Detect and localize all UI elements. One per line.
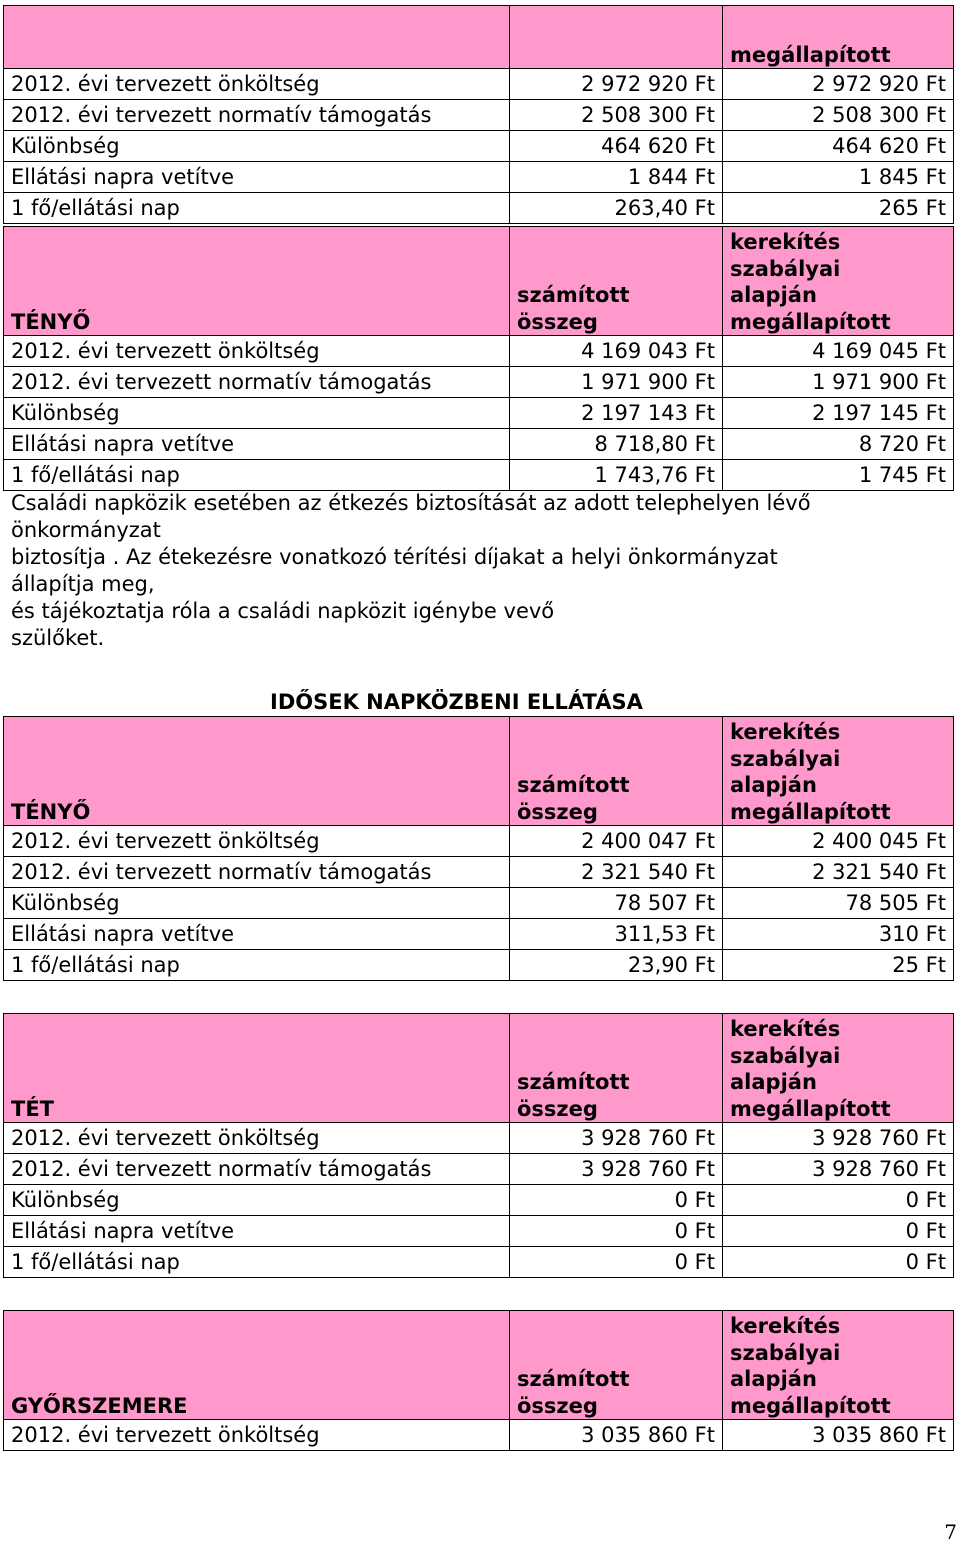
calculated-value: 2 972 920 Ft bbox=[510, 69, 723, 100]
row-label: 1 fő/ellátási nap bbox=[4, 950, 510, 981]
table-row bbox=[4, 100, 954, 131]
calculated-value: 0 Ft bbox=[510, 1216, 723, 1247]
calculated-header bbox=[510, 6, 723, 69]
table-row bbox=[4, 367, 954, 398]
table-row bbox=[4, 919, 954, 950]
table-row bbox=[4, 1247, 954, 1278]
calculated-value: 1 971 900 Ft bbox=[510, 367, 723, 398]
rounded-value: 8 720 Ft bbox=[723, 429, 954, 460]
row-label: 1 fő/ellátási nap bbox=[4, 1247, 510, 1278]
cost-table-elderly-tenyo bbox=[3, 716, 954, 981]
table-row bbox=[4, 826, 954, 857]
calculated-value: 1 743,76 Ft bbox=[510, 460, 723, 491]
table-row bbox=[4, 336, 954, 367]
calculated-value: 3 928 760 Ft bbox=[510, 1123, 723, 1154]
table-header-row bbox=[4, 1014, 954, 1123]
rounded-value: 2 508 300 Ft bbox=[723, 100, 954, 131]
row-label: 2012. évi tervezett normatív támogatás bbox=[4, 1154, 510, 1185]
calculated-value: 2 400 047 Ft bbox=[510, 826, 723, 857]
rounded-header: kerekítés szabályai alapján megállapított bbox=[723, 1014, 954, 1123]
table-row bbox=[4, 1154, 954, 1185]
calculated-value: 8 718,80 Ft bbox=[510, 429, 723, 460]
table-header-row bbox=[4, 1311, 954, 1420]
table-row bbox=[4, 888, 954, 919]
rounded-value: 0 Ft bbox=[723, 1247, 954, 1278]
rounded-header: kerekítés szabályai alapján megállapított bbox=[723, 1311, 954, 1420]
rounded-value: 0 Ft bbox=[723, 1216, 954, 1247]
table-row bbox=[4, 1123, 954, 1154]
row-label: 2012. évi tervezett önköltség bbox=[4, 1123, 510, 1154]
row-label: 2012. évi tervezett normatív támogatás bbox=[4, 367, 510, 398]
page-number: 7 bbox=[944, 1520, 957, 1544]
calculated-value: 311,53 Ft bbox=[510, 919, 723, 950]
row-label: 2012. évi tervezett normatív támogatás bbox=[4, 857, 510, 888]
rounded-value: 3 035 860 Ft bbox=[723, 1420, 954, 1451]
section-title: IDŐSEK NAPKÖZBENI ELLÁTÁSA bbox=[270, 690, 643, 714]
table-row bbox=[4, 429, 954, 460]
table-row bbox=[4, 460, 954, 491]
calculated-value: 3 035 860 Ft bbox=[510, 1420, 723, 1451]
row-label: Ellátási napra vetítve bbox=[4, 429, 510, 460]
calculated-value: 23,90 Ft bbox=[510, 950, 723, 981]
rounded-header: kerekítés szabályai alapján megállapított bbox=[723, 227, 954, 336]
calculated-value: 0 Ft bbox=[510, 1247, 723, 1278]
rounded-value: 1 745 Ft bbox=[723, 460, 954, 491]
table-header-row bbox=[4, 6, 954, 69]
rounded-value: 2 972 920 Ft bbox=[723, 69, 954, 100]
cost-table-tet bbox=[3, 1013, 954, 1278]
rounded-value: 4 169 045 Ft bbox=[723, 336, 954, 367]
rounded-value: 265 Ft bbox=[723, 193, 954, 224]
rounded-header: megállapított bbox=[723, 6, 954, 69]
table-title: TÉNYŐ bbox=[4, 717, 510, 826]
calculated-value: 0 Ft bbox=[510, 1185, 723, 1216]
row-label: 2012. évi tervezett önköltség bbox=[4, 336, 510, 367]
rounded-value: 2 197 145 Ft bbox=[723, 398, 954, 429]
table-row bbox=[4, 1420, 954, 1451]
table-title: TÉNYŐ bbox=[4, 227, 510, 336]
table-row bbox=[4, 1185, 954, 1216]
cost-table-gyorszemere bbox=[3, 1310, 954, 1451]
table-row bbox=[4, 950, 954, 981]
calculated-value: 78 507 Ft bbox=[510, 888, 723, 919]
calculated-value: 2 197 143 Ft bbox=[510, 398, 723, 429]
table-row bbox=[4, 162, 954, 193]
row-label: Ellátási napra vetítve bbox=[4, 1216, 510, 1247]
table-row bbox=[4, 1216, 954, 1247]
rounded-value: 2 321 540 Ft bbox=[723, 857, 954, 888]
row-label: Különbség bbox=[4, 888, 510, 919]
row-label: 1 fő/ellátási nap bbox=[4, 193, 510, 224]
row-label: Ellátási napra vetítve bbox=[4, 919, 510, 950]
table-title bbox=[4, 6, 510, 69]
rounded-value: 3 928 760 Ft bbox=[723, 1154, 954, 1185]
calculated-value: 3 928 760 Ft bbox=[510, 1154, 723, 1185]
table-title: TÉT bbox=[4, 1014, 510, 1123]
table-row bbox=[4, 131, 954, 162]
rounded-value: 0 Ft bbox=[723, 1185, 954, 1216]
row-label: 1 fő/ellátási nap bbox=[4, 460, 510, 491]
table-row bbox=[4, 857, 954, 888]
table-row bbox=[4, 193, 954, 224]
calculated-value: 1 844 Ft bbox=[510, 162, 723, 193]
calculated-value: 2 508 300 Ft bbox=[510, 100, 723, 131]
table-row bbox=[4, 69, 954, 100]
table-row bbox=[4, 398, 954, 429]
rounded-value: 1 971 900 Ft bbox=[723, 367, 954, 398]
cost-table-tenyo bbox=[3, 226, 954, 491]
row-label: Ellátási napra vetítve bbox=[4, 162, 510, 193]
calculated-header: számított összeg bbox=[510, 227, 723, 336]
row-label: Különbség bbox=[4, 398, 510, 429]
family-daycare-note: Családi napközik esetében az étkezés biztosítását az adott telephelyen lévő önkormányzat biztosítja . Az étekezésre vonatkozó térítési díjakat a helyi önkormányzat állapítja meg, és tájékoztatja róla a családi napközit igénybe vevő szülőket. bbox=[11, 491, 811, 650]
rounded-value: 78 505 Ft bbox=[723, 888, 954, 919]
calculated-value: 4 169 043 Ft bbox=[510, 336, 723, 367]
row-label: Különbség bbox=[4, 131, 510, 162]
rounded-header: kerekítés szabályai alapján megállapított bbox=[723, 717, 954, 826]
table-title: GYŐRSZEMERE bbox=[4, 1311, 510, 1420]
row-label: 2012. évi tervezett normatív támogatás bbox=[4, 100, 510, 131]
rounded-value: 464 620 Ft bbox=[723, 131, 954, 162]
calculated-value: 2 321 540 Ft bbox=[510, 857, 723, 888]
table-header-row bbox=[4, 227, 954, 336]
row-label: 2012. évi tervezett önköltség bbox=[4, 69, 510, 100]
row-label: Különbség bbox=[4, 1185, 510, 1216]
calculated-header: számított összeg bbox=[510, 1014, 723, 1123]
table-header-row bbox=[4, 717, 954, 826]
cost-table-1 bbox=[3, 5, 954, 224]
calculated-header: számított összeg bbox=[510, 1311, 723, 1420]
calculated-value: 263,40 Ft bbox=[510, 193, 723, 224]
calculated-header: számított összeg bbox=[510, 717, 723, 826]
calculated-value: 464 620 Ft bbox=[510, 131, 723, 162]
row-label: 2012. évi tervezett önköltség bbox=[4, 1420, 510, 1451]
rounded-value: 3 928 760 Ft bbox=[723, 1123, 954, 1154]
rounded-value: 1 845 Ft bbox=[723, 162, 954, 193]
rounded-value: 2 400 045 Ft bbox=[723, 826, 954, 857]
rounded-value: 310 Ft bbox=[723, 919, 954, 950]
row-label: 2012. évi tervezett önköltség bbox=[4, 826, 510, 857]
rounded-value: 25 Ft bbox=[723, 950, 954, 981]
